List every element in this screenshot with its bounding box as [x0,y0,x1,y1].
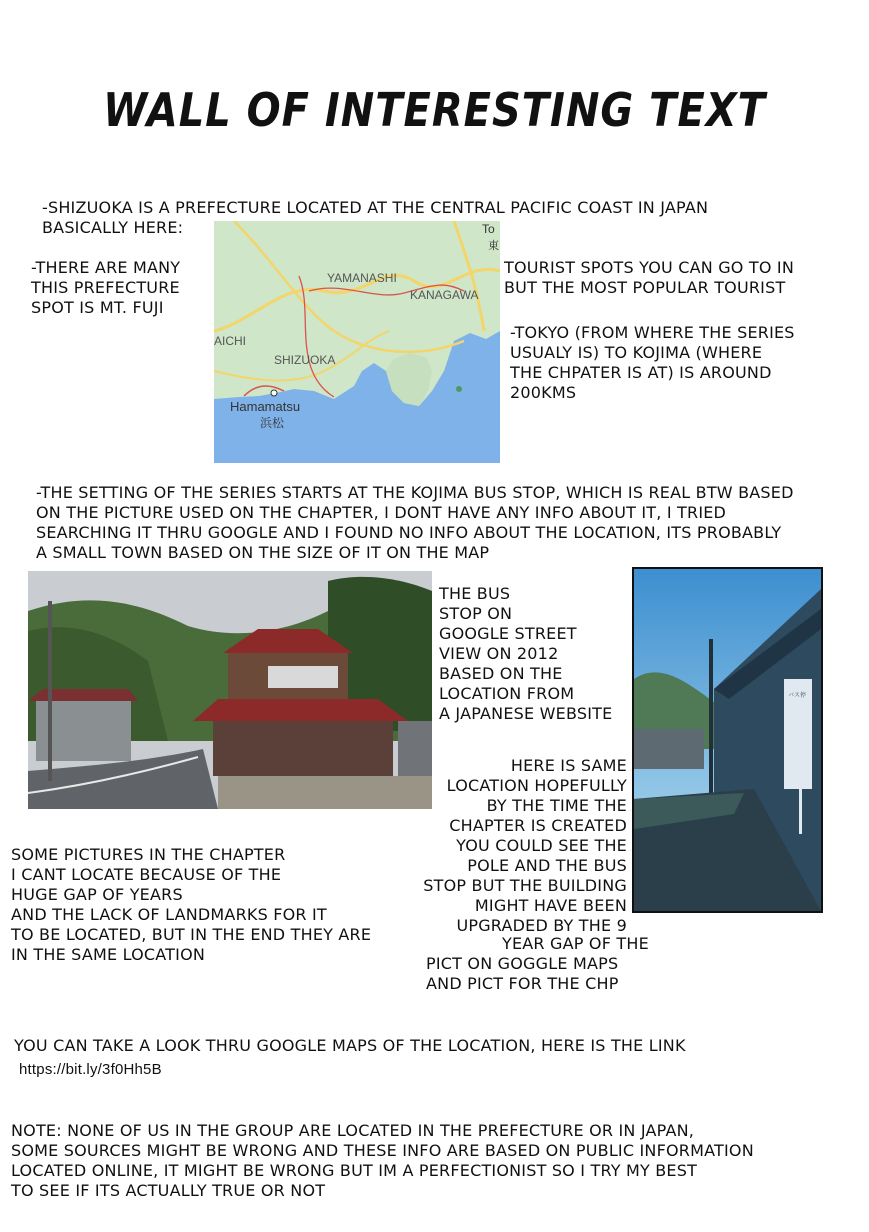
setting-text: -THE SETTING OF THE SERIES STARTS AT THE KOJIMA BUS STOP, WHICH IS REAL BTW BASED ON THE PICTURE USED ON THE CHAPTER, I DONT HAVE ANY INFO ABOUT IT, I TRIED SEARCHING IT THRU GOOGLE AND I FOUND NO INFO ABOUT THE LOCATION, ITS PROBABLY A SMALL TOWN BASED ON THE SIZE OF IT ON THE MAP [36,483,794,562]
street-view-svg [28,571,432,809]
same-location-text: HERE IS SAME LOCATION HOPEFULLY BY THE TIME THE CHAPTER IS CREATED YOU COULD SEE THE POLE AND THE BUS STOP BUT THE BUILDING MIGHT HAVE BEEN UPGRADED BY THE 9 [423,756,627,935]
street-view-photo [28,571,432,809]
map-label-hamamatsu-jp: 浜松 [260,416,285,430]
maps-link[interactable]: https://bit.ly/3f0Hh5B [19,1061,162,1078]
distant-building [634,729,704,769]
map-label-aichi: AICHI [214,334,247,348]
sign-post [799,789,802,834]
map-label-hamamatsu: Hamamatsu [230,399,301,414]
distance-text: -TOKYO (FROM WHERE THE SERIES USUALY IS) TO KOJIMA (WHERE THE CHPATER IS AT) IS AROUND 200KMS [510,323,795,402]
map-label-shizuoka: SHIZUOKA [274,353,336,367]
page-title: WALL OF INTERESTING TEXT [103,84,766,138]
anime-scene-image [632,567,823,913]
map-island [456,386,462,392]
same-location-end: PICT ON GOGGLE MAPS AND PICT FOR THE CHP [426,954,619,993]
prefecture-map [214,221,500,463]
note-text: NOTE: NONE OF US IN THE GROUP ARE LOCATED IN THE PREFECTURE OR IN JAPAN, SOME SOURCES MIGHT BE WRONG AND THESE INFO ARE BASED ON PUBLIC INFORMATION LOCATED ONLINE, IT MIGHT BE WRONG BUT IM A PERFECTIONIST SO I TRY MY BEST TO SEE IF ITS ACTUALLY TRUE OR NOT [11,1121,754,1200]
sign-text: バス停 [788,692,807,699]
spots-right-text: TOURIST SPOTS YOU CAN GO TO IN BUT THE MOST POPULAR TOURIST [504,258,795,297]
ground [218,776,432,809]
maps-hint-text: YOU CAN TAKE A LOOK THRU GOOGLE MAPS OF THE LOCATION, HERE IS THE LINK [14,1036,686,1055]
utility-pole [48,601,52,781]
house-roof-mid [193,699,408,721]
map-label-yamanashi: YAMANASHI [327,271,397,285]
map-label-kanagawa: KANAGAWA [410,288,479,302]
spots-left-text: -THERE ARE MANY THIS PREFECTURE SPOT IS MT. FUJI [31,258,181,317]
shed-roof [28,689,138,701]
street-view-caption: THE BUS STOP ON GOOGLE STREET VIEW ON 2012 BASED ON THE LOCATION FROM A JAPANESE WEBSITE [439,584,613,723]
same-location-tail: YEAR GAP OF THE [502,934,649,953]
map-label-to: To [482,222,495,236]
house-lower [213,721,393,776]
map-svg [214,221,500,463]
house-window [268,666,338,688]
map-label-higashi: 東 [488,239,499,252]
map-city-dot [271,390,277,396]
anime-scene-svg [634,569,821,911]
intro-text: -SHIZUOKA IS A PREFECTURE LOCATED AT THE CENTRAL PACIFIC COAST IN JAPAN BASICALLY HERE: [42,198,709,237]
some-pictures-text: SOME PICTURES IN THE CHAPTER I CANT LOCATE BECAUSE OF THE HUGE GAP OF YEARS AND THE LACK OF LANDMARKS FOR IT TO BE LOCATED, BUT IN THE END THEY ARE IN THE SAME LOCATION [11,845,372,964]
